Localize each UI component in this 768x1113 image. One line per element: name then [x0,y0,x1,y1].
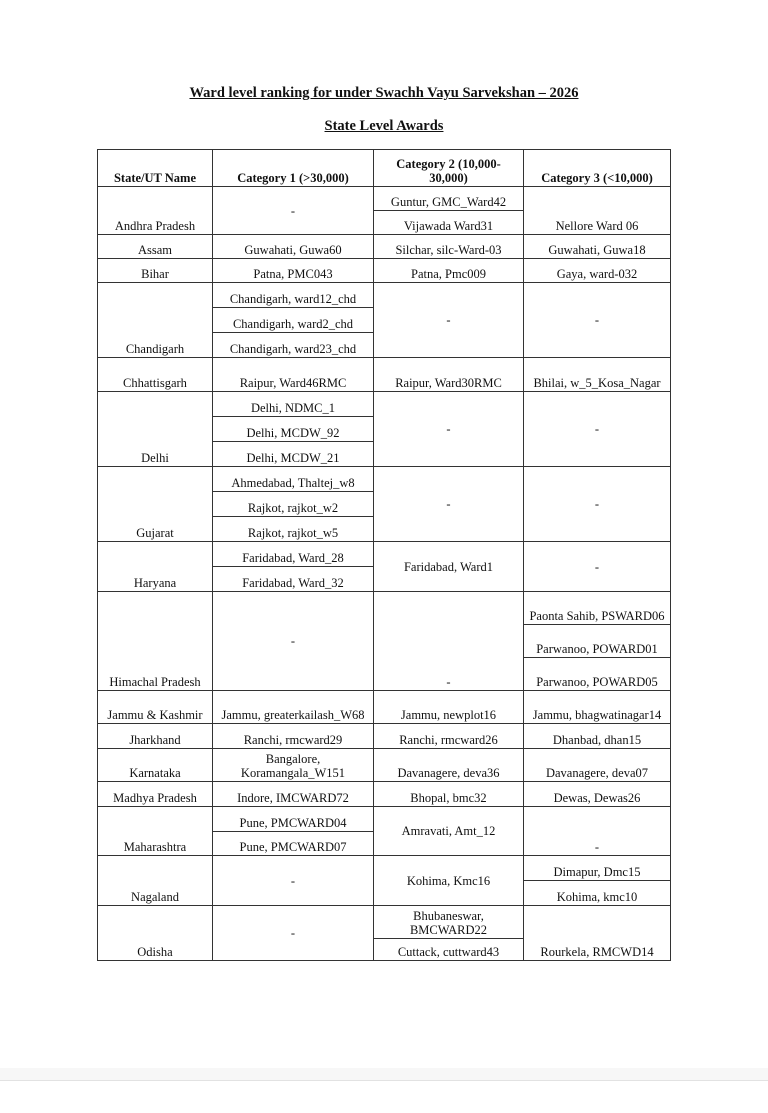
document-title: Ward level ranking for under Swachh Vayu Sarvekshan – 2026 [189,85,579,101]
category-3-cell: Davanagere, deva07 [524,749,671,782]
category-3-cell: Dhanbad, dhan15 [524,724,671,749]
table-row [98,749,671,782]
state-cell: Delhi [98,392,213,467]
category-1-cell: Faridabad, Ward_32 [213,567,374,592]
category-2-cell: - [374,592,524,691]
header-category-3: Category 3 (<10,000) [524,150,671,187]
category-3-cell: - [524,392,671,467]
category-1-cell: Guwahati, Guwa60 [213,235,374,259]
table-row [98,592,671,625]
category-2-cell: Raipur, Ward30RMC [374,358,524,392]
category-2-cell: - [374,467,524,542]
category-1-cell: Delhi, NDMC_1 [213,392,374,417]
category-2-cell: Guntur, GMC_Ward42 [374,187,524,211]
category-1-cell: Delhi, MCDW_21 [213,442,374,467]
table-row [98,392,671,417]
state-cell: Assam [98,235,213,259]
category-1-cell: Chandigarh, ward23_chd [213,333,374,358]
table-row [98,235,671,259]
document-subtitle: State Level Awards [324,118,444,134]
category-3-cell: - [524,283,671,358]
category-1-cell: Chandigarh, ward12_chd [213,283,374,308]
state-cell: Jharkhand [98,724,213,749]
category-3-cell: Parwanoo, POWARD01 [524,625,671,658]
state-cell: Madhya Pradesh [98,782,213,807]
state-cell: Jammu & Kashmir [98,691,213,724]
table-row [98,283,671,308]
state-cell: Chhattisgarh [98,358,213,392]
category-2-cell: - [374,283,524,358]
category-1-cell: - [213,856,374,906]
category-3-cell: Bhilai, w_5_Kosa_Nagar [524,358,671,392]
header-category-1: Category 1 (>30,000) [213,150,374,187]
state-cell: Himachal Pradesh [98,592,213,691]
category-3-cell: Jammu, bhagwatinagar14 [524,691,671,724]
category-2-cell: Patna, Pmc009 [374,259,524,283]
awards-table [97,149,671,961]
category-3-cell: Gaya, ward-032 [524,259,671,283]
table-header-row [98,150,671,187]
table-row [98,187,671,211]
category-1-cell: Raipur, Ward46RMC [213,358,374,392]
category-3-cell: Guwahati, Guwa18 [524,235,671,259]
state-cell: Haryana [98,542,213,592]
category-1-cell: Rajkot, rajkot_w2 [213,492,374,517]
table-row [98,259,671,283]
category-1-cell: Faridabad, Ward_28 [213,542,374,567]
state-cell: Nagaland [98,856,213,906]
state-cell: Karnataka [98,749,213,782]
table-row [98,856,671,881]
category-1-cell: Chandigarh, ward2_chd [213,308,374,333]
category-2-cell: Vijawada Ward31 [374,211,524,235]
table-row [98,542,671,567]
state-cell: Andhra Pradesh [98,187,213,235]
table-row [98,782,671,807]
category-3-cell: - [524,467,671,542]
category-2-cell: Faridabad, Ward1 [374,542,524,592]
state-cell: Odisha [98,906,213,961]
state-cell: Maharashtra [98,807,213,856]
category-1-cell: Patna, PMC043 [213,259,374,283]
category-1-cell: Bangalore, Koramangala_W151 [213,749,374,782]
category-2-cell: Cuttack, cuttward43 [374,939,524,961]
table-row [98,358,671,392]
category-1-cell: Pune, PMCWARD07 [213,832,374,856]
category-2-cell: Silchar, silc-Ward-03 [374,235,524,259]
next-page-edge [0,1080,768,1113]
category-3-cell: Paonta Sahib, PSWARD06 [524,592,671,625]
category-2-cell: - [374,392,524,467]
category-3-cell: Nellore Ward 06 [524,187,671,235]
state-cell: Chandigarh [98,283,213,358]
category-1-cell: - [213,187,374,235]
table-row [98,467,671,492]
category-3-cell: Dewas, Dewas26 [524,782,671,807]
category-2-cell: Amravati, Amt_12 [374,807,524,856]
category-2-cell: Davanagere, deva36 [374,749,524,782]
category-3-cell: - [524,807,671,856]
state-cell: Bihar [98,259,213,283]
header-category-2: Category 2 (10,000-30,000) [374,150,524,187]
category-2-cell: Ranchi, rmcward26 [374,724,524,749]
category-2-cell: Kohima, Kmc16 [374,856,524,906]
state-cell: Gujarat [98,467,213,542]
category-1-cell: Delhi, MCDW_92 [213,417,374,442]
category-1-cell: Ranchi, rmcward29 [213,724,374,749]
category-2-cell: Bhubaneswar, BMCWARD22 [374,906,524,939]
table-row [98,807,671,832]
header-state: State/UT Name [98,150,213,187]
table-row [98,691,671,724]
category-1-cell: Rajkot, rajkot_w5 [213,517,374,542]
category-3-cell: Rourkela, RMCWD14 [524,906,671,961]
category-3-cell: Parwanoo, POWARD05 [524,658,671,691]
table-row [98,906,671,939]
category-1-cell: Indore, IMCWARD72 [213,782,374,807]
category-1-cell: Jammu, greaterkailash_W68 [213,691,374,724]
category-1-cell: Ahmedabad, Thaltej_w8 [213,467,374,492]
table-row [98,724,671,749]
category-1-cell: - [213,906,374,961]
category-3-cell: Kohima, kmc10 [524,881,671,906]
category-3-cell: Dimapur, Dmc15 [524,856,671,881]
category-3-cell: - [524,542,671,592]
category-2-cell: Jammu, newplot16 [374,691,524,724]
category-1-cell: Pune, PMCWARD04 [213,807,374,832]
category-2-cell: Bhopal, bmc32 [374,782,524,807]
category-1-cell: - [213,592,374,691]
